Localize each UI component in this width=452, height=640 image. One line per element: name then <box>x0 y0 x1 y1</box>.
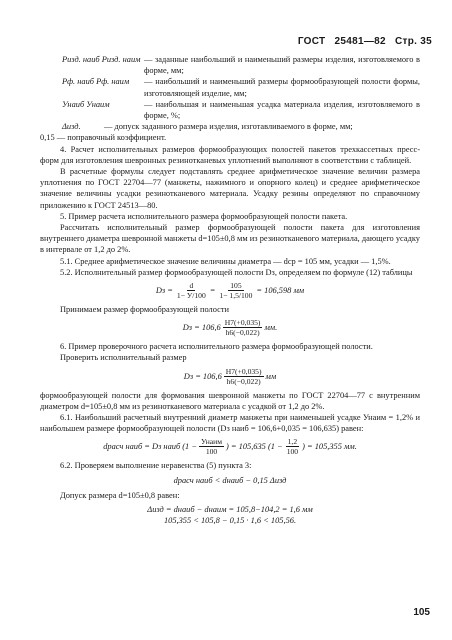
paragraph-check: Проверить исполнительный размер <box>60 353 187 363</box>
formula-1-fraction-a <box>175 281 208 300</box>
coefficient-line: 0,15 — поправочный коэффициент. <box>40 133 167 143</box>
paragraph-6-2: 6.2. Проверяем выполнение неравенства (5) пункта 3: <box>60 461 252 471</box>
formula-6a: Δизд = dнаиб − dнаим = 105,8−104,2 = 1,6 мм <box>147 505 313 515</box>
definition-symbol: Pизд. наиб Pизд. наим <box>62 55 141 64</box>
formula-1-fraction-b <box>217 281 254 300</box>
formula-5: dрасч наиб < dнаиб − 0,15 Δизд <box>173 475 287 485</box>
formula-1-lhs: Dз = <box>155 285 173 295</box>
paragraph-4: 4. Расчет исполнительных размеров формообразующих полостей пакетов трехкассетных пресс-форм для изготовления шевронных резинотканевых уплотнений выполняют в соответствии с таблицей. <box>40 144 420 165</box>
formula-3-tolerance <box>224 367 264 386</box>
definition-symbol: Pф. наиб Pф. наим <box>62 77 130 87</box>
formula-1-eq: = <box>209 285 216 295</box>
standard-label: ГОСТ <box>297 36 326 47</box>
formula-1-num-b: 105 <box>230 281 242 291</box>
header-page: Стр. 35 <box>394 36 432 47</box>
definition-text: — допуск заданного размера изделия, изготавливаемого в форме, мм; <box>104 122 353 132</box>
paragraph-calc-task: Рассчитать исполнительный размер формообразующей полости пакета для изготовления внутреннего диаметра шевронной манжеты d=105±0,8 мм из резинотканевого материала, дающего усадку в интервале от 1,2 до 2%. <box>40 223 420 255</box>
formula-2-lower: h6(−0,022) <box>225 328 260 338</box>
formula-1-result: = 106,598 мм <box>256 285 305 295</box>
formula-4-num-a: Унаим <box>201 437 223 447</box>
paragraph-5-1: 5.1. Среднее арифметическое значение величины диаметра — dср = 105 мм, усадки — 1,5%. <box>60 256 391 266</box>
formula-4-lhs: dрасч наиб = Dз наиб (1 − <box>103 442 197 452</box>
definition-text: — наибольшая и наименьшая усадка материала изделия, изготовляемого в форме, %; <box>144 99 420 121</box>
definition-symbol: Унаиб Унаим <box>62 99 110 109</box>
paragraph-tolerance: Допуск размера d=105±0,8 равен: <box>60 490 180 500</box>
definition-text: — заданные наибольший и наименьший размеры изделия, изготовляемого в форме, мм; <box>144 55 420 76</box>
document-body <box>40 54 420 531</box>
paragraph-5-2: 5.2. Исполнительный размер формообразующей полости Dз, определяем по формуле (12) таблицы <box>60 267 413 277</box>
definition-item <box>40 99 420 121</box>
definition-item <box>40 54 420 76</box>
definition-text: — наибольший и наименьший размеры формообразующей полости формы, изготовляющей изделие, мм; <box>144 77 420 98</box>
formula-6b: 105,355 < 105,8 − 0,15 · 1,6 < 105,56. <box>163 516 297 526</box>
formula-4 <box>40 437 420 456</box>
formula-2-upper: Н7(+0,035) <box>224 318 261 328</box>
formula-2-tolerance <box>223 318 263 337</box>
formula-4-fraction-b <box>285 437 300 456</box>
definition-item <box>40 76 420 98</box>
formula-4-mid: ) = 105,635 (1 − <box>226 442 283 452</box>
formula-3-lhs: Dз = 106,6 <box>183 371 222 381</box>
standard-number: 25481—82 <box>334 36 386 47</box>
formula-4-result: ) = 105,355 мм. <box>302 442 357 452</box>
definition-symbol: Δизд. <box>62 122 81 132</box>
formula-1-den-b: 1− 1,5/100 <box>219 291 253 301</box>
formula-4-fraction-a <box>199 437 224 456</box>
formula-1-num-a: d <box>189 281 194 291</box>
formula-2-lhs: Dз = 106,6 <box>182 323 221 333</box>
formula-1-den-a: 1− У/100 <box>176 291 206 301</box>
paragraph-6-1: 6.1. Наибольший расчетный внутренний диаметр манжеты при наименьшей усадке Унаим = 1,2% и наибольшем размере формообразующей полости (Dз наиб = 106,6+0,035 = 106,635) равен: <box>40 413 420 434</box>
page-number: 105 <box>413 607 430 618</box>
page-header <box>292 36 432 47</box>
paragraph-6: 6. Пример проверочного расчета исполнительного размера формообразующей полости. <box>60 342 373 352</box>
formula-4-den-b: 100 <box>286 447 299 457</box>
formula-2 <box>40 318 420 337</box>
formula-4-num-b: 1,2 <box>287 437 298 447</box>
formula-3-lower: h6(−0,022) <box>226 376 261 386</box>
formula-3-upper: Н7(+0,035) <box>225 366 262 376</box>
definition-item <box>40 121 420 132</box>
paragraph-5: 5. Пример расчета исполнительного размера формообразующей полости пакета. <box>60 211 348 221</box>
paragraph-formulas-note: В расчетные формулы следует подставлять среднее арифметическое значение величин размера уплотнения по ГОСТ 22704—77 (манжеты, нажимного и опорного колец) и среднее арифметическое значение величины усадки резинотканевого материала. Усадку резины определяют по справочному приложению к ГОСТ 24513—80. <box>40 167 420 210</box>
formula-4-den-a: 100 <box>205 447 218 457</box>
formula-3-unit: мм <box>265 371 277 381</box>
formula-3 <box>40 367 420 386</box>
paragraph-accept: Принимаем размер формообразующей полости <box>60 305 229 315</box>
paragraph-mold: формообразующей полости для формования шевронной манжеты по ГОСТ 22704—77 с внутренним диаметром d=105±0,8 мм из резинотканевого материала с усадкой от 1,2 до 2%. <box>40 390 420 411</box>
formula-1 <box>40 281 420 300</box>
formula-2-unit: мм. <box>264 323 278 333</box>
